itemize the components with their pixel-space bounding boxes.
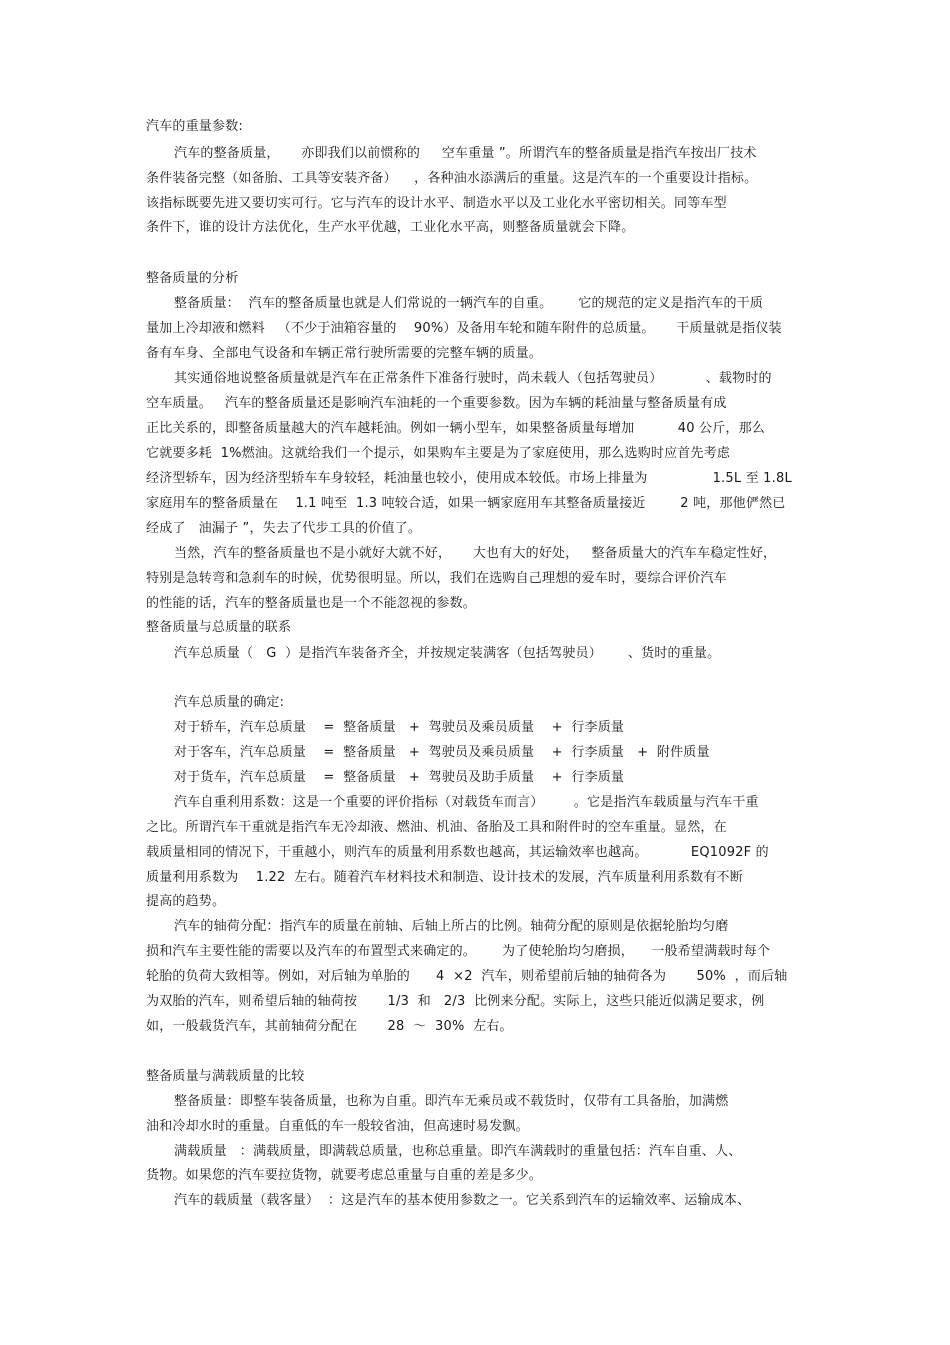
paragraph-line: 经济型轿车，因为经济型轿车车身较轻，耗油量也较小，使用成本较低。市场上排量为 1.5L 至 1.8L xyxy=(146,471,792,486)
paragraph-line: 之比。所谓汽车干重就是指汽车无冷却液、燃油、机油、备胎及工具和附件时的空车重量。显然，在 xyxy=(146,820,727,835)
paragraph-line: 其实通俗地说整备质量就是汽车在正常条件下准备行驶时，尚未载人（包括驾驶员） 、载物时的 xyxy=(174,371,772,386)
paragraph-line: 家庭用车的整备质量在 1.1 吨至 1.3 吨较合适，如果一辆家庭用车其整备质量接近 2 吨，那他俨然已 xyxy=(146,496,786,511)
paragraph-line: 条件装备完整（如备胎、工具等安装齐备） ，各种油水添满后的重量。这是汽车的一个重要设计指标。 xyxy=(146,171,758,186)
paragraph-line: 空车质量。 汽车的整备质量还是影响汽车油耗的一个重要参数。因为车辆的耗油量与整备质量有成 xyxy=(146,396,727,411)
paragraph-line: 汽车自重利用系数：这是一个重要的评价指标（对载货车而言） 。它是指汽车载质量与汽车干重 xyxy=(174,795,759,810)
heading-curb-weight-analysis: 整备质量的分析 xyxy=(146,271,239,286)
paragraph-line: 量加上冷却液和燃料 （不少于油箱容量的 90%）及备用车轮和随车附件的总质量。 干质量就是指仪装 xyxy=(146,321,782,336)
paragraph-line: 汽车的整备质量， 亦即我们以前惯称的 空车重量 ”。所谓汽车的整备质量是指汽车按出厂技术 xyxy=(174,146,757,161)
paragraph-line: 质量利用系数为 1.22 左右。随着汽车材料技术和制造、设计技术的发展，汽车质量利用系数有不断 xyxy=(146,870,743,885)
paragraph-line: 整备质量：即整车装备质量，也称为自重。即汽车无乘员或不载货时，仅带有工具备胎，加满燃 xyxy=(174,1094,729,1109)
heading-weight-parameters: 汽车的重量参数: xyxy=(146,119,243,134)
paragraph-line: 汽车的载质量（载客量） ：这是汽车的基本使用参数之一。它关系到汽车的运输效率、运输成本、 xyxy=(174,1193,751,1208)
paragraph-line: 整备质量： 汽车的整备质量也就是人们常说的一辆汽车的自重。 它的规范的定义是指汽车的干质 xyxy=(174,296,764,311)
paragraph-line: 满载质量 ：满载质量，即满载总质量，也称总重量。即汽车满载时的重量包括：汽车自重、人、 xyxy=(174,1144,742,1159)
paragraph-line: 轮胎的负荷大致相等。例如，对后轴为单胎的 4 ×2 汽车，则希望前后轴的轴荷各为 50% ，而后轴 xyxy=(146,969,788,984)
paragraph-line: 特别是急转弯和急刹车的时候，优势很明显。所以，我们在选购自己理想的爱车时，要综合评价汽车 xyxy=(146,571,727,586)
paragraph-line: 的性能的话，汽车的整备质量也是一个不能忽视的参数。 xyxy=(146,596,477,611)
paragraph-line: 备有车身、全部电气设备和车辆正常行驶所需要的完整车辆的质量。 xyxy=(146,346,543,361)
paragraph-line: 汽车的轴荷分配：指汽车的质量在前轴、后轴上所占的比例。轴荷分配的原则是依据轮胎均匀磨 xyxy=(174,919,729,934)
paragraph-line: 经成了 油漏子 ”，失去了代步工具的价值了。 xyxy=(146,521,422,536)
paragraph-line: 为双胎的汽车，则希望后轴的轴荷按 1/3 和 2/3 比例来分配。实际上，这些只能近似满足要求，例 xyxy=(146,994,765,1009)
formula-line-truck: 对于货车，汽车总质量 = 整备质量 + 驾驶员及助手质量 + 行李质量 xyxy=(174,770,625,785)
paragraph-line: 它就要多耗 1%燃油。这就给我们一个提示，如果购车主要是为了家庭使用，那么选购时应首先考虑 xyxy=(146,446,731,461)
formula-line-car: 对于轿车，汽车总质量 = 整备质量 + 驾驶员及乘员质量 + 行李质量 xyxy=(174,720,625,735)
heading-curb-vs-full-load: 整备质量与满载质量的比较 xyxy=(146,1069,305,1084)
paragraph-line: 提高的趋势。 xyxy=(146,894,226,909)
paragraph-line: 汽车总质量（ G ）是指汽车装备齐全，并按规定装满客（包括驾驶员） 、货时的重量。 xyxy=(174,646,721,661)
subheading-gross-weight-determination: 汽车总质量的确定: xyxy=(174,695,285,710)
heading-curb-vs-gross: 整备质量与总质量的联系 xyxy=(146,620,292,635)
paragraph-line: 该指标既要先进又要切实可行。它与汽车的设计水平、制造水平以及工业化水平密切相关。同等车型 xyxy=(146,196,727,211)
paragraph-line: 当然，汽车的整备质量也不是小就好大就不好， 大也有大的好处， 整备质量大的汽车车稳定性好， xyxy=(174,546,777,561)
paragraph-line: 油和冷却水时的重量。自重低的车一般较省油，但高速时易发飘。 xyxy=(146,1119,529,1134)
paragraph-line: 正比关系的，即整备质量越大的汽车越耗油。例如一辆小型车，如果整备质量每增加 40 公斤，那么 xyxy=(146,421,765,436)
paragraph-line: 如，一般载货汽车，其前轴荷分配在 28 ～ 30% 左右。 xyxy=(146,1019,513,1034)
paragraph-line: 条件下，谁的设计方法优化，生产水平优越，工业化水平高，则整备质量就会下降。 xyxy=(146,220,635,235)
paragraph-line: 载质量相同的情况下，干重越小，则汽车的质量利用系数也越高，其运输效率也越高。 EQ1092F 的 xyxy=(146,845,769,860)
paragraph-line: 货物。如果您的汽车要拉货物，就要考虑总重量与自重的差是多少。 xyxy=(146,1168,543,1183)
formula-line-bus: 对于客车，汽车总质量 = 整备质量 + 驾驶员及乘员质量 + 行李质量 + 附件质量 xyxy=(174,745,710,760)
paragraph-line: 损和汽车主要性能的需要以及汽车的布置型式来确定的。 为了使轮胎均匀磨损， 一般希望满载时每个 xyxy=(146,944,771,959)
